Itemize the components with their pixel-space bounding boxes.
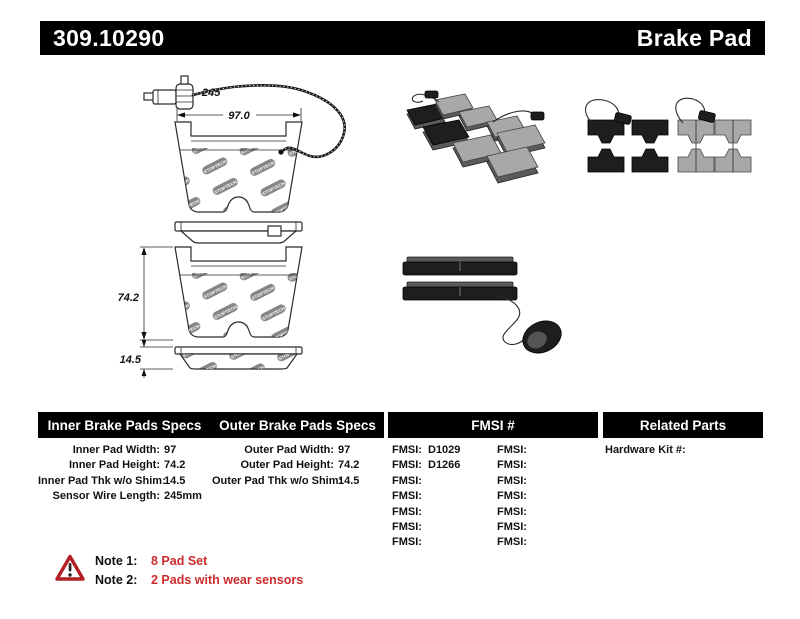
grey-pad-pair-1 <box>678 120 714 172</box>
header-bar <box>40 21 765 55</box>
outer-specs-column <box>212 443 388 489</box>
svg-text:14.5: 14.5 <box>119 354 141 366</box>
dim-pad-thickness <box>120 338 173 378</box>
fmsi-row: FMSI: <box>497 536 527 549</box>
photo-pad-pairs <box>565 85 770 185</box>
notes <box>95 552 303 590</box>
pad-top-edge-view <box>175 222 302 243</box>
wear-sensor-connector <box>144 76 193 109</box>
related-parts-title: Related Parts <box>639 417 727 433</box>
grey-pad-pair-2 <box>715 120 751 172</box>
outer-specs-title: Outer Brake Pads Specs <box>219 417 376 433</box>
fmsi-column-1 <box>392 443 492 551</box>
svg-text:74.2: 74.2 <box>117 292 139 304</box>
dim-pad-width <box>177 108 301 122</box>
spec-row-inner-height: Inner Pad Height: 74.2 <box>68 459 186 472</box>
fmsi-row: FMSI: <box>392 536 422 549</box>
pad-side-profile-view <box>175 347 302 369</box>
dim-pad-height <box>118 247 173 340</box>
part-number: 309.10290 <box>53 24 165 51</box>
inner-specs-title: Inner Brake Pads Specs <box>47 417 202 433</box>
fmsi-row: FMSI: <box>497 459 527 472</box>
sensor-wire-5 <box>497 295 566 359</box>
related-parts-header-bar <box>603 412 763 438</box>
spec-row-outer-width: Outer Pad Width: 97 <box>244 444 351 456</box>
fmsi-title: FMSI # <box>471 417 515 433</box>
page-title: Brake Pad <box>636 24 752 51</box>
pad-front-view-with-sensor <box>175 122 302 212</box>
hardware-kit-row: Hardware Kit #: <box>605 444 686 456</box>
fmsi-row: FMSI: <box>497 505 527 518</box>
fmsi-row: FMSI: <box>497 490 527 503</box>
spec-row-outer-thickness: Outer Pad Thk w/o Shim: 14.5 <box>212 474 360 487</box>
photo-pads-edge-with-sensor <box>385 245 585 365</box>
dim-wire-length: 245 <box>202 87 221 99</box>
pad-photo-group <box>407 94 545 183</box>
inner-specs-column <box>38 443 206 505</box>
note-2: Note 2: 2 Pads with wear sensors <box>95 573 304 587</box>
photo-8-pad-set <box>395 88 570 203</box>
black-pad-pair-2 <box>632 120 668 172</box>
fmsi-row: FMSI: <box>497 474 527 487</box>
spec-row-outer-height: Outer Pad Height: 74.2 <box>240 459 360 472</box>
warning-triangle-icon <box>55 554 85 582</box>
svg-text:97.0: 97.0 <box>228 110 250 122</box>
fmsi-row: FMSI: D1029 <box>392 444 461 456</box>
technical-drawing <box>40 70 390 400</box>
abutment-clip <box>268 226 281 236</box>
fmsi-row: FMSI: <box>497 444 527 456</box>
note-1: Note 1: 8 Pad Set <box>95 554 208 568</box>
pad-front-view <box>175 247 302 337</box>
fmsi-row: FMSI: D1266 <box>392 459 461 472</box>
black-pad-pair-1 <box>588 120 624 172</box>
fmsi-row: FMSI: <box>392 521 422 534</box>
specs-header-bar <box>38 412 384 438</box>
fmsi-row: FMSI: <box>392 474 422 487</box>
sensor-wire-4 <box>676 98 716 123</box>
spec-row-sensor-wire-length: Sensor Wire Length: 245mm <box>52 490 202 503</box>
spec-row-inner-thickness: Inner Pad Thk w/o Shim: 14.5 <box>38 474 186 487</box>
fmsi-row: FMSI: <box>392 505 422 518</box>
spec-row-inner-width: Inner Pad Width: 97 <box>72 444 177 456</box>
fmsi-row: FMSI: <box>392 490 422 503</box>
fmsi-column-2 <box>497 443 597 551</box>
fmsi-header-bar <box>388 412 598 438</box>
related-parts-column <box>605 443 763 458</box>
pad-edge-2 <box>403 282 517 300</box>
fmsi-row: FMSI: <box>497 521 527 534</box>
pad-edge-1 <box>403 257 517 275</box>
